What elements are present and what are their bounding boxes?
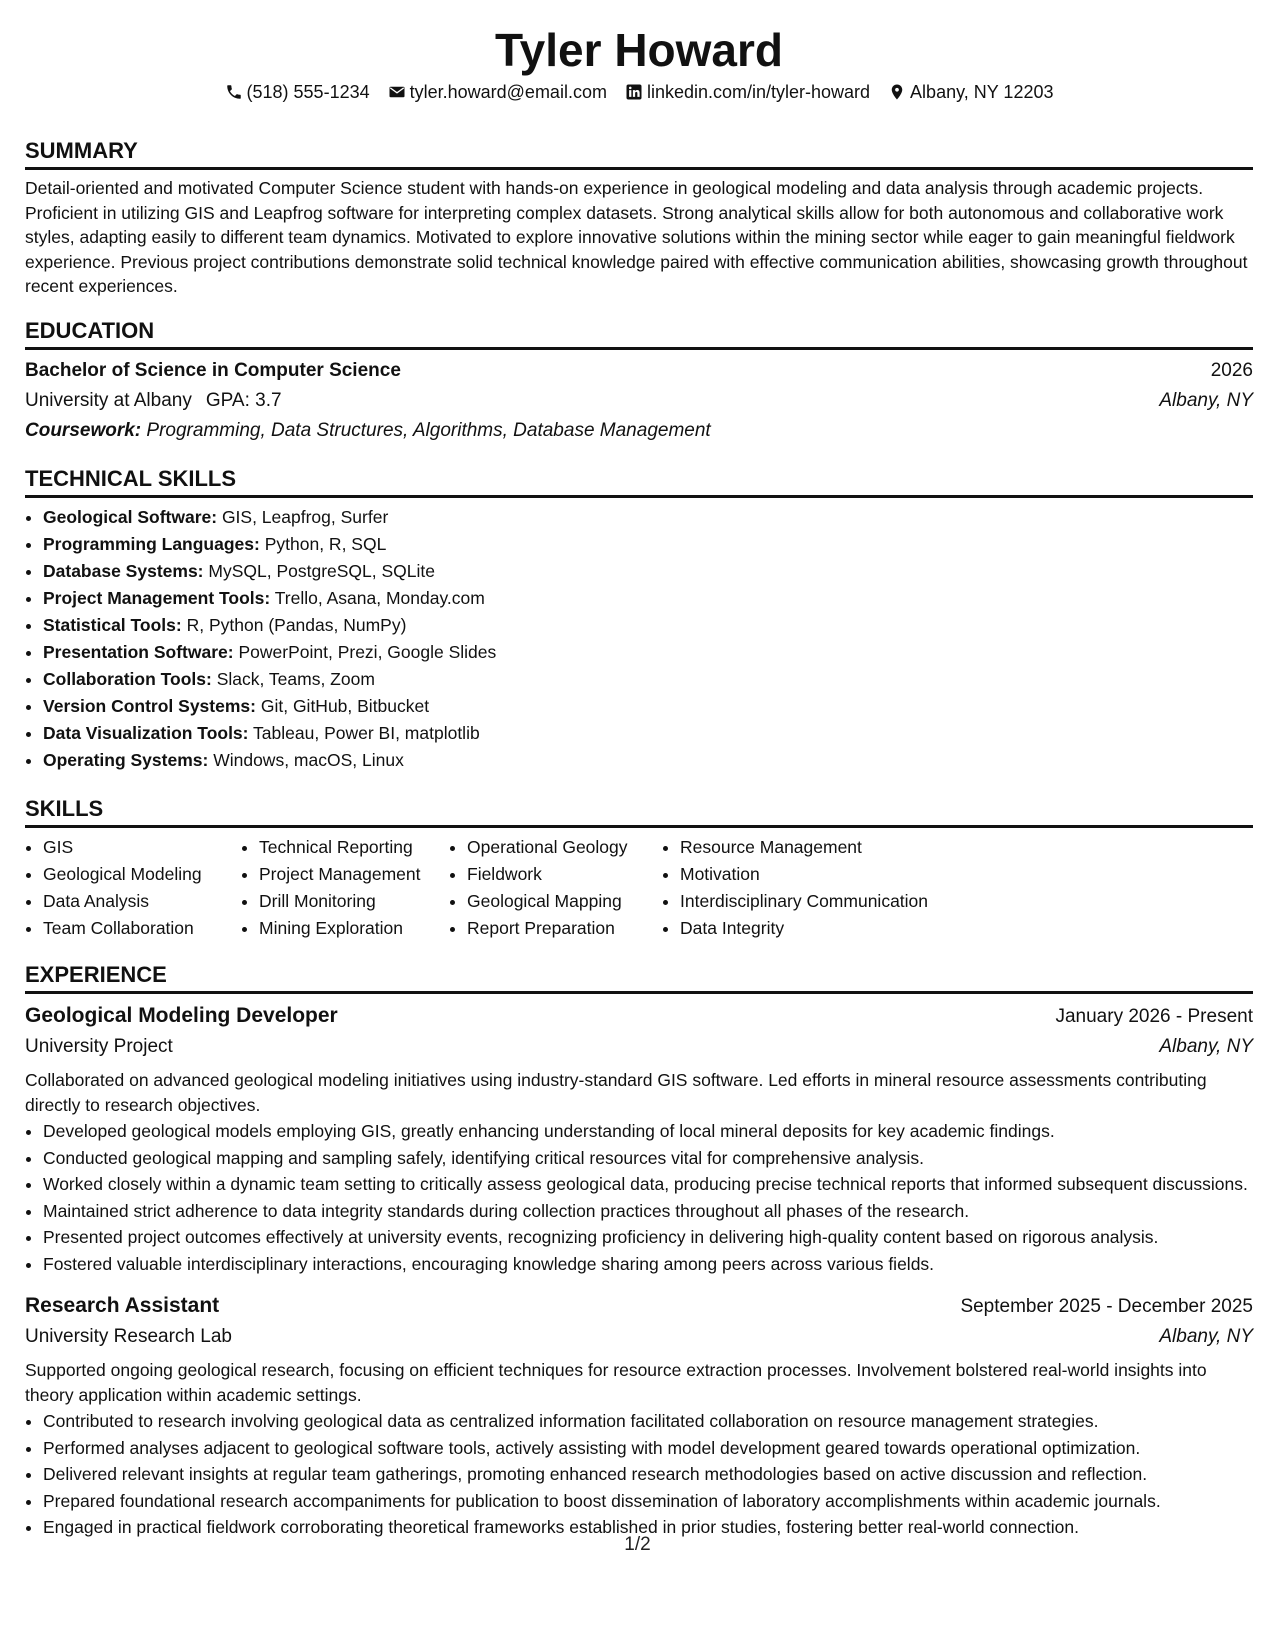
list-item: • Performed analyses adjacent to geological software tools, actively assisting with model development geared towards operational optimization. xyxy=(43,1436,1253,1461)
list-item: • GIS xyxy=(43,834,241,861)
list-item: • Interdisciplinary Communication xyxy=(680,888,970,915)
list-item: • Programming Languages: Python, R, SQL xyxy=(43,531,1253,558)
job-bullets xyxy=(25,1409,1253,1540)
location-text: Albany, NY 12203 xyxy=(910,82,1054,102)
job-title-row xyxy=(25,1290,1253,1322)
education-section xyxy=(25,318,1253,446)
email-text: tyler.howard@email.com xyxy=(409,82,607,102)
contact-linkedin[interactable] xyxy=(625,80,870,104)
coursework-list: Programming, Data Structures, Algorithms, Database Management xyxy=(146,420,711,441)
list-item: • Geological Software: GIS, Leapfrog, Surfer xyxy=(43,504,1253,531)
gpa: GPA: 3.7 xyxy=(205,390,282,411)
graduation-year: 2026 xyxy=(1210,360,1253,381)
job-description: Collaborated on advanced geological modeling initiatives using industry-standard GIS software. Led efforts in mineral resource assessments contributing directly to research objectives. xyxy=(25,1070,1207,1115)
contact-location xyxy=(888,80,1053,104)
list-item: • Data Analysis xyxy=(43,888,241,915)
list-item: • Contributed to research involving geological data as centralized information facilitated collaboration on resource management strategies. xyxy=(43,1409,1253,1434)
list-item: • Drill Monitoring xyxy=(259,888,449,915)
list-item: • Mining Exploration xyxy=(259,915,449,942)
experience-heading: EXPERIENCE xyxy=(25,962,1253,994)
phone-icon xyxy=(225,83,243,101)
skills-grid xyxy=(25,834,1253,942)
job-entry xyxy=(25,1290,1253,1540)
phone-text: (518) 555-1234 xyxy=(246,82,370,102)
candidate-name: Tyler Howard xyxy=(495,24,783,76)
job-location: Albany, NY xyxy=(1159,1326,1253,1347)
school-name: University at Albany xyxy=(25,390,192,411)
list-item: • Delivered relevant insights at regular team gatherings, promoting enhanced research methodologies based on active discussion and reflection. xyxy=(43,1462,1253,1487)
job-org: University Research Lab xyxy=(25,1326,232,1347)
job-dates: January 2026 - Present xyxy=(1055,1006,1253,1027)
page-number: 1/2 xyxy=(624,1534,651,1555)
job-title: Research Assistant xyxy=(25,1294,220,1317)
list-item: • Presentation Software: PowerPoint, Prezi, Google Slides xyxy=(43,639,1253,666)
list-item: • Project Management Tools: Trello, Asana, Monday.com xyxy=(43,585,1253,612)
skills-column xyxy=(241,834,449,942)
list-item: • Fostered valuable interdisciplinary interactions, encouraging knowledge sharing among peers across various fields. xyxy=(43,1252,1253,1277)
list-item: • Statistical Tools: R, Python (Pandas, NumPy) xyxy=(43,612,1253,639)
linkedin-text: linkedin.com/in/tyler-howard xyxy=(646,82,871,102)
education-degree-row xyxy=(25,356,1253,386)
list-item: • Conducted geological mapping and sampling safely, identifying critical resources vital for comprehensive analysis. xyxy=(43,1146,1253,1171)
technical-skills-heading: TECHNICAL SKILLS xyxy=(25,466,1253,498)
list-item: • Resource Management xyxy=(680,834,970,861)
list-item: • Collaboration Tools: Slack, Teams, Zoom xyxy=(43,666,1253,693)
list-item: • Data Integrity xyxy=(680,915,970,942)
list-item: • Fieldwork xyxy=(467,861,662,888)
list-item: • Data Visualization Tools: Tableau, Power BI, matplotlib xyxy=(43,720,1253,747)
list-item: • Database Systems: MySQL, PostgreSQL, SQLite xyxy=(43,558,1253,585)
job-bullets xyxy=(25,1119,1253,1276)
degree-name: Bachelor of Science in Computer Science xyxy=(25,360,401,381)
school-info xyxy=(25,386,282,416)
contact-email[interactable] xyxy=(388,80,607,104)
education-heading: EDUCATION xyxy=(25,318,1253,350)
list-item: • Version Control Systems: Git, GitHub, Bitbucket xyxy=(43,693,1253,720)
list-item: • Operational Geology xyxy=(467,834,662,861)
skills-heading: SKILLS xyxy=(25,796,1253,828)
coursework-label: Coursework: xyxy=(25,420,142,441)
list-item: • Presented project outcomes effectively at university events, recognizing proficiency in delivering high-quality content based on rigorous analysis. xyxy=(43,1225,1253,1250)
job-title: Geological Modeling Developer xyxy=(25,1004,338,1027)
contact-bar xyxy=(25,80,1253,104)
skills-column xyxy=(662,834,970,942)
list-item: • Prepared foundational research accompaniments for publication to boost dissemination of laboratory accomplishments within academic journals. xyxy=(43,1489,1253,1514)
list-item: • Operating Systems: Windows, macOS, Linux xyxy=(43,747,1253,774)
list-item: • Worked closely within a dynamic team setting to critically assess geological data, producing precise technical reports that informed subsequent discussions. xyxy=(43,1172,1253,1197)
job-dates: September 2025 - December 2025 xyxy=(960,1296,1253,1317)
list-item: • Developed geological models employing GIS, greatly enhancing understanding of local mineral deposits for key academic findings. xyxy=(43,1119,1253,1144)
job-org-row xyxy=(25,1032,1253,1062)
map-pin-icon xyxy=(888,83,906,101)
list-item: • Motivation xyxy=(680,861,970,888)
summary-section xyxy=(25,138,1253,299)
envelope-icon xyxy=(388,83,406,101)
skills-column xyxy=(449,834,662,942)
experience-section xyxy=(25,962,1253,1540)
job-entry xyxy=(25,1000,1253,1276)
list-item: • Geological Mapping xyxy=(467,888,662,915)
list-item: • Engaged in practical fieldwork corroborating theoretical frameworks established in prior studies, fostering better real-world connection. xyxy=(43,1515,1253,1540)
list-item: • Team Collaboration xyxy=(43,915,241,942)
job-description: Supported ongoing geological research, focusing on efficient techniques for resource extraction processes. Involvement bolstered real-world insights into theory application within academic settings. xyxy=(25,1360,1207,1405)
technical-skills-section xyxy=(25,466,1253,774)
job-location: Albany, NY xyxy=(1159,1036,1253,1057)
list-item: • Geological Modeling xyxy=(43,861,241,888)
list-item: • Technical Reporting xyxy=(259,834,449,861)
summary-text: Detail-oriented and motivated Computer Science student with hands-on experience in geological modeling and data analysis through academic projects. Proficient in utilizing GIS and Leapfrog software for interpreting complex datasets. Strong analytical skills allow for both autonomous and collaborative work styles, adapting easily to different team dynamics. Motivated to explore innovative solutions within the mining sector while eager to gain meaningful fieldwork experience. Previous project contributions demonstrate solid technical knowledge paired with effective communication abilities, showcasing growth throughout recent experiences. xyxy=(25,178,1248,296)
skills-section xyxy=(25,796,1253,942)
school-location: Albany, NY xyxy=(1159,390,1253,411)
list-item: • Maintained strict adherence to data integrity standards during collection practices throughout all phases of the research. xyxy=(43,1199,1253,1224)
education-school-row xyxy=(25,386,1253,416)
summary-heading: SUMMARY xyxy=(25,138,1253,170)
coursework xyxy=(25,416,1253,446)
job-title-row xyxy=(25,1000,1253,1032)
job-org-row xyxy=(25,1322,1253,1352)
resume-page xyxy=(25,0,1253,1537)
skills-column xyxy=(25,834,241,942)
linkedin-icon xyxy=(625,83,643,101)
job-org: University Project xyxy=(25,1036,173,1057)
technical-skills-list xyxy=(25,504,1253,774)
list-item: • Report Preparation xyxy=(467,915,662,942)
list-item: • Project Management xyxy=(259,861,449,888)
contact-phone[interactable] xyxy=(225,80,370,104)
